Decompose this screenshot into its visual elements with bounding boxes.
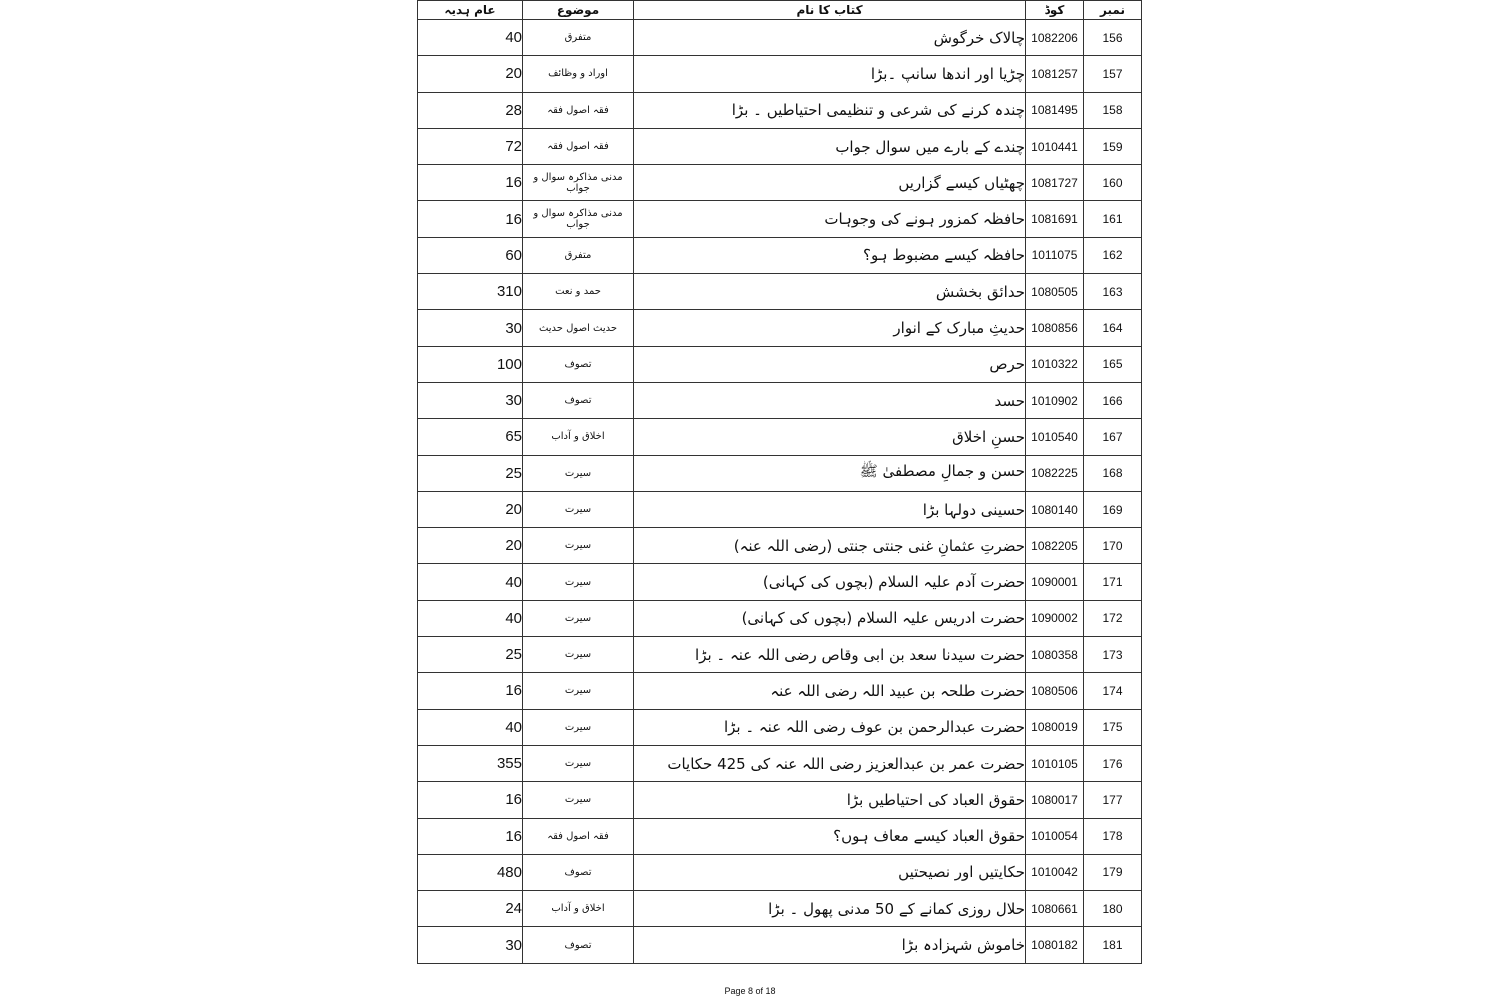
code-cell: 1080506 — [1026, 673, 1084, 709]
header-title: کتاب کا نام — [634, 1, 1026, 20]
price-cell: 30 — [418, 382, 523, 418]
code-cell: 1090002 — [1026, 600, 1084, 636]
table-row — [418, 20, 1142, 56]
code-cell: 1010322 — [1026, 346, 1084, 382]
subject-cell: تصوف — [523, 382, 634, 418]
title-cell: حضرت طلحہ بن عبید اللہ رضی اللہ عنہ — [634, 673, 1026, 709]
price-cell: 40 — [418, 709, 523, 745]
code-cell: 1082206 — [1026, 20, 1084, 56]
price-cell: 65 — [418, 419, 523, 455]
code-cell: 1082225 — [1026, 455, 1084, 491]
number-cell: 159 — [1084, 128, 1142, 164]
price-cell: 100 — [418, 346, 523, 382]
table-row — [418, 818, 1142, 854]
title-cell: حسنِ اخلاق — [634, 419, 1026, 455]
title-cell: حضرت سیدنا سعد بن ابی وقاص رضی اللہ عنہ ۔ بڑا — [634, 637, 1026, 673]
code-cell: 1082205 — [1026, 528, 1084, 564]
price-cell: 40 — [418, 20, 523, 56]
title-cell: چالاک خرگوش — [634, 20, 1026, 56]
price-cell: 16 — [418, 782, 523, 818]
header-price: عام ہدیہ — [418, 1, 523, 20]
title-cell: حضرت آدم علیہ السلام (بچوں کی کہانی) — [634, 564, 1026, 600]
title-cell: چندہ کرنے کی شرعی و تنظیمی احتیاطیں ۔ بڑا — [634, 92, 1026, 128]
table-row — [418, 274, 1142, 310]
table-row — [418, 600, 1142, 636]
number-cell: 179 — [1084, 854, 1142, 890]
title-cell: حسد — [634, 382, 1026, 418]
subject-cell: اوراد و وظائف — [523, 56, 634, 92]
title-cell: حضرتِ عثمانِ غنی جنتی جنتی (رضی اللہ عنہ) — [634, 528, 1026, 564]
number-cell: 163 — [1084, 274, 1142, 310]
code-cell: 1081727 — [1026, 165, 1084, 201]
number-cell: 177 — [1084, 782, 1142, 818]
price-cell: 28 — [418, 92, 523, 128]
table-row — [418, 92, 1142, 128]
price-cell: 355 — [418, 745, 523, 781]
code-cell: 1010105 — [1026, 745, 1084, 781]
table-row — [418, 927, 1142, 963]
subject-cell: متفرق — [523, 20, 634, 56]
code-cell: 1081691 — [1026, 201, 1084, 237]
code-cell: 1081257 — [1026, 56, 1084, 92]
table-row — [418, 637, 1142, 673]
title-cell: حضرت عمر بن عبدالعزیز رضی اللہ عنہ کی 425 حکایات — [634, 745, 1026, 781]
subject-cell: سیرت — [523, 673, 634, 709]
subject-cell: تصوف — [523, 346, 634, 382]
price-cell: 16 — [418, 165, 523, 201]
code-cell: 1080182 — [1026, 927, 1084, 963]
subject-cell: تصوف — [523, 854, 634, 890]
title-cell: حافظہ کمزور ہونے کی وجوہات — [634, 201, 1026, 237]
code-cell: 1010042 — [1026, 854, 1084, 890]
price-cell: 20 — [418, 491, 523, 527]
table-row — [418, 165, 1142, 201]
price-cell: 480 — [418, 854, 523, 890]
number-cell: 166 — [1084, 382, 1142, 418]
table-row — [418, 128, 1142, 164]
code-cell: 1080856 — [1026, 310, 1084, 346]
subject-cell: سیرت — [523, 709, 634, 745]
price-cell: 40 — [418, 564, 523, 600]
code-cell: 1011075 — [1026, 237, 1084, 273]
number-cell: 176 — [1084, 745, 1142, 781]
table-row — [418, 891, 1142, 927]
price-cell: 16 — [418, 673, 523, 709]
table-row — [418, 346, 1142, 382]
number-cell: 180 — [1084, 891, 1142, 927]
table-row — [418, 528, 1142, 564]
title-cell: چندے کے بارے میں سوال جواب — [634, 128, 1026, 164]
title-cell: حلال روزی کمانے کے 50 مدنی پھول ۔ بڑا — [634, 891, 1026, 927]
table-row — [418, 673, 1142, 709]
table-row — [418, 564, 1142, 600]
price-cell: 25 — [418, 637, 523, 673]
subject-cell: متفرق — [523, 237, 634, 273]
number-cell: 157 — [1084, 56, 1142, 92]
table-row — [418, 237, 1142, 273]
code-cell: 1080661 — [1026, 891, 1084, 927]
subject-cell: فقہ اصول فقہ — [523, 818, 634, 854]
code-cell: 1010441 — [1026, 128, 1084, 164]
code-cell: 1081495 — [1026, 92, 1084, 128]
table-row — [418, 782, 1142, 818]
header-subject: موضوع — [523, 1, 634, 20]
title-cell: حرص — [634, 346, 1026, 382]
subject-cell: تصوف — [523, 927, 634, 963]
price-cell: 30 — [418, 310, 523, 346]
table-row — [418, 419, 1142, 455]
price-cell: 25 — [418, 455, 523, 491]
price-cell: 30 — [418, 927, 523, 963]
title-cell: حدیثِ مبارک کے انوار — [634, 310, 1026, 346]
subject-cell: اخلاق و آداب — [523, 891, 634, 927]
code-cell: 1010540 — [1026, 419, 1084, 455]
number-cell: 170 — [1084, 528, 1142, 564]
subject-cell: حدیث اصول حدیث — [523, 310, 634, 346]
number-cell: 174 — [1084, 673, 1142, 709]
number-cell: 171 — [1084, 564, 1142, 600]
title-cell: حسینی دولہا بڑا — [634, 491, 1026, 527]
code-cell: 1080505 — [1026, 274, 1084, 310]
number-cell: 165 — [1084, 346, 1142, 382]
subject-cell: سیرت — [523, 491, 634, 527]
table-row — [418, 854, 1142, 890]
table-row — [418, 745, 1142, 781]
price-cell: 310 — [418, 274, 523, 310]
number-cell: 168 — [1084, 455, 1142, 491]
title-cell: چھٹیاں کیسے گزاریں — [634, 165, 1026, 201]
subject-cell: سیرت — [523, 564, 634, 600]
subject-cell: سیرت — [523, 637, 634, 673]
price-cell: 16 — [418, 818, 523, 854]
header-row — [418, 1, 1142, 20]
page-footer: Page 8 of 18 — [724, 986, 776, 996]
number-cell: 164 — [1084, 310, 1142, 346]
price-cell: 60 — [418, 237, 523, 273]
number-cell: 173 — [1084, 637, 1142, 673]
number-cell: 167 — [1084, 419, 1142, 455]
subject-cell: فقہ اصول فقہ — [523, 128, 634, 164]
code-cell: 1010902 — [1026, 382, 1084, 418]
title-cell: خاموش شہزادہ بڑا — [634, 927, 1026, 963]
subject-cell: سیرت — [523, 455, 634, 491]
code-cell: 1080140 — [1026, 491, 1084, 527]
subject-cell: حمد و نعت — [523, 274, 634, 310]
table-row — [418, 201, 1142, 237]
title-cell: حضرت عبدالرحمن بن عوف رضی اللہ عنہ ۔ بڑا — [634, 709, 1026, 745]
number-cell: 181 — [1084, 927, 1142, 963]
number-cell: 162 — [1084, 237, 1142, 273]
price-cell: 20 — [418, 528, 523, 564]
header-number: نمبر — [1084, 1, 1142, 20]
title-cell: حکایتیں اور نصیحتیں — [634, 854, 1026, 890]
number-cell: 156 — [1084, 20, 1142, 56]
subject-cell: فقہ اصول فقہ — [523, 92, 634, 128]
table-row — [418, 709, 1142, 745]
header-code: کوڈ — [1026, 1, 1084, 20]
subject-cell: اخلاق و آداب — [523, 419, 634, 455]
number-cell: 161 — [1084, 201, 1142, 237]
table-row — [418, 310, 1142, 346]
title-cell: حدائق بخشش — [634, 274, 1026, 310]
table-row — [418, 491, 1142, 527]
subject-cell: سیرت — [523, 745, 634, 781]
title-cell: حقوق العباد کیسے معاف ہوں؟ — [634, 818, 1026, 854]
subject-cell: مدنی مذاکرہ سوال و جواب — [523, 165, 634, 201]
number-cell: 169 — [1084, 491, 1142, 527]
price-cell: 24 — [418, 891, 523, 927]
title-cell: حسن و جمالِ مصطفیٰ ﷺ — [634, 455, 1026, 491]
table-row — [418, 455, 1142, 491]
number-cell: 172 — [1084, 600, 1142, 636]
number-cell: 178 — [1084, 818, 1142, 854]
table-body — [418, 20, 1142, 964]
code-cell: 1090001 — [1026, 564, 1084, 600]
title-cell: حافظہ کیسے مضبوط ہو؟ — [634, 237, 1026, 273]
number-cell: 160 — [1084, 165, 1142, 201]
code-cell: 1080017 — [1026, 782, 1084, 818]
table-row — [418, 382, 1142, 418]
code-cell: 1080019 — [1026, 709, 1084, 745]
title-cell: حقوق العباد کی احتیاطیں بڑا — [634, 782, 1026, 818]
title-cell: چڑیا اور اندھا سانپ ۔بڑا — [634, 56, 1026, 92]
subject-cell: سیرت — [523, 600, 634, 636]
price-cell: 20 — [418, 56, 523, 92]
code-cell: 1080358 — [1026, 637, 1084, 673]
price-cell: 72 — [418, 128, 523, 164]
title-cell: حضرت ادریس علیہ السلام (بچوں کی کہانی) — [634, 600, 1026, 636]
catalog-table — [417, 0, 1142, 964]
subject-cell: مدنی مذاکرہ سوال و جواب — [523, 201, 634, 237]
subject-cell: سیرت — [523, 528, 634, 564]
table-row — [418, 56, 1142, 92]
number-cell: 175 — [1084, 709, 1142, 745]
code-cell: 1010054 — [1026, 818, 1084, 854]
price-cell: 40 — [418, 600, 523, 636]
number-cell: 158 — [1084, 92, 1142, 128]
price-cell: 16 — [418, 201, 523, 237]
subject-cell: سیرت — [523, 782, 634, 818]
